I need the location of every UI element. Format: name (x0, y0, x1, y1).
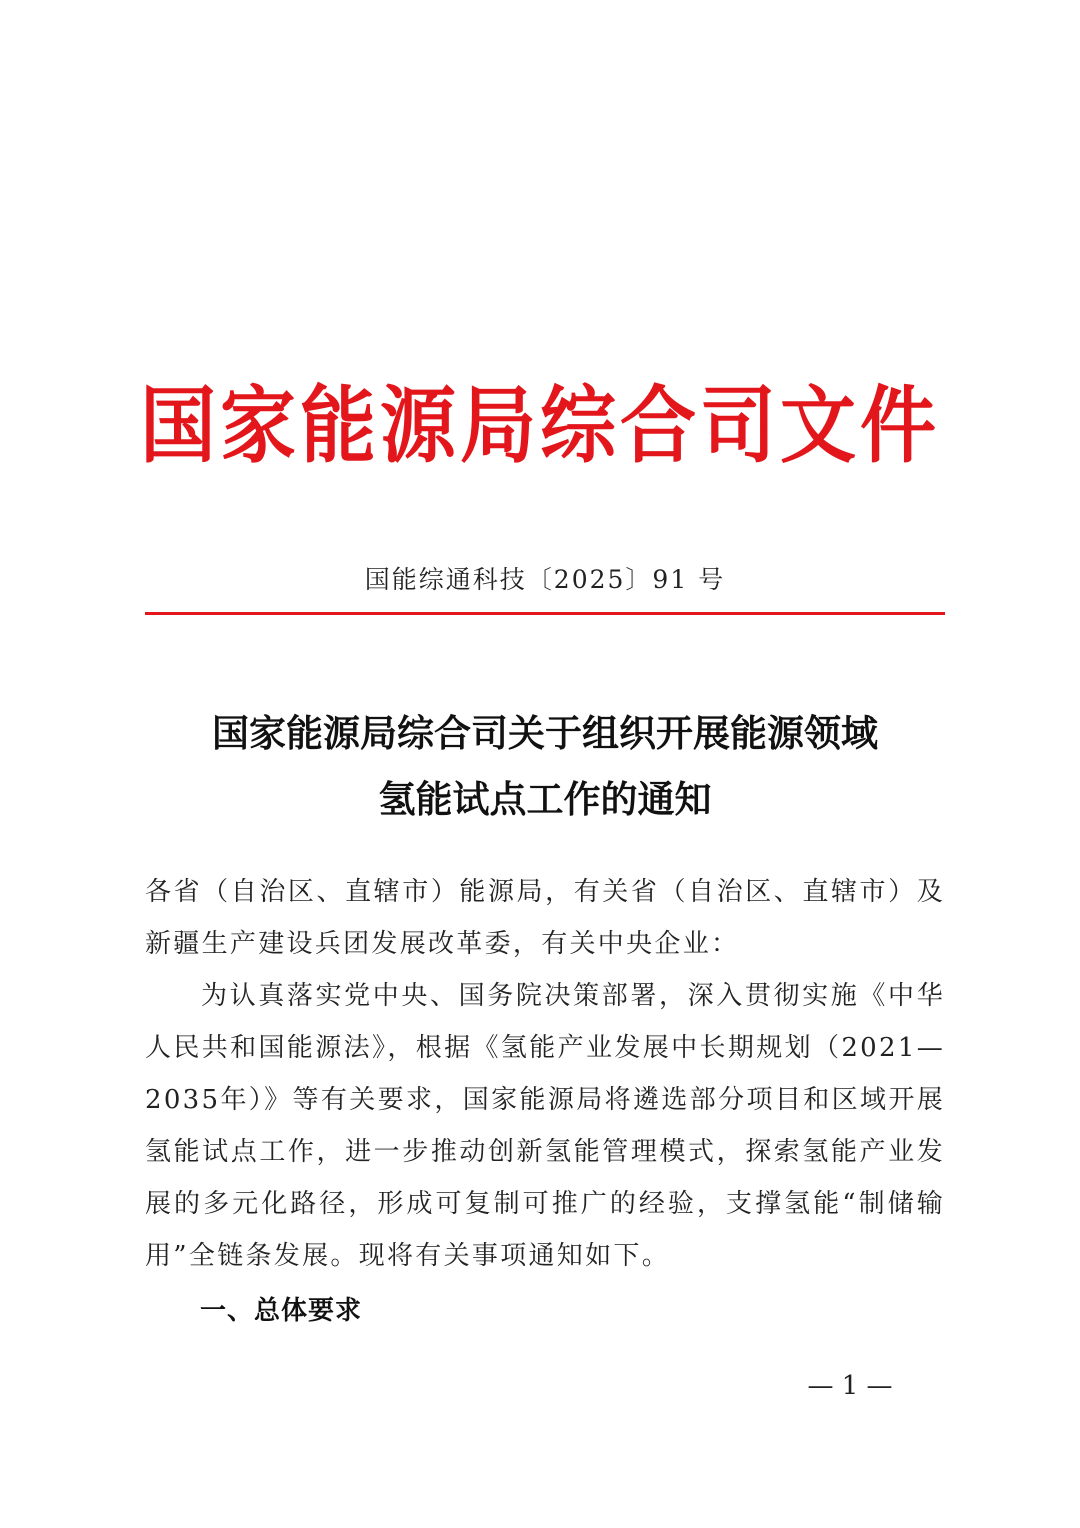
body-paragraph-1: 为认真落实党中央、国务院决策部署，深入贯彻实施《中华人民共和国能源法》，根据《氢能产业发展中长期规划（2021—2035年）》等有关要求，国家能源局将遴选部分项目和区域开展氢能试点工作，进一步推动创新氢能管理模式，探索氢能产业发展的多元化路径，形成可复制可推广的经验，支撑氢能“制储输用”全链条发展。现将有关事项通知如下。 (145, 981, 945, 1271)
notice-title-line-2: 氢能试点工作的通知 (378, 777, 712, 821)
document-number: 国能综通科技〔2025〕91 号 (364, 565, 726, 594)
notice-title-line-1: 国家能源局综合司关于组织开展能源领域 (212, 711, 878, 755)
salutation: 各省（自治区、直辖市）能源局，有关省（自治区、直辖市）及新疆生产建设兵团发展改革委，有关中央企业： (145, 877, 945, 959)
red-separator-rule (145, 612, 945, 615)
page-number: — 1 — (807, 1371, 893, 1401)
section-heading-1: 一、总体要求 (200, 1296, 363, 1326)
notice-title (0, 700, 1080, 832)
issuer-title: 国家能源局综合司文件 (140, 376, 940, 475)
